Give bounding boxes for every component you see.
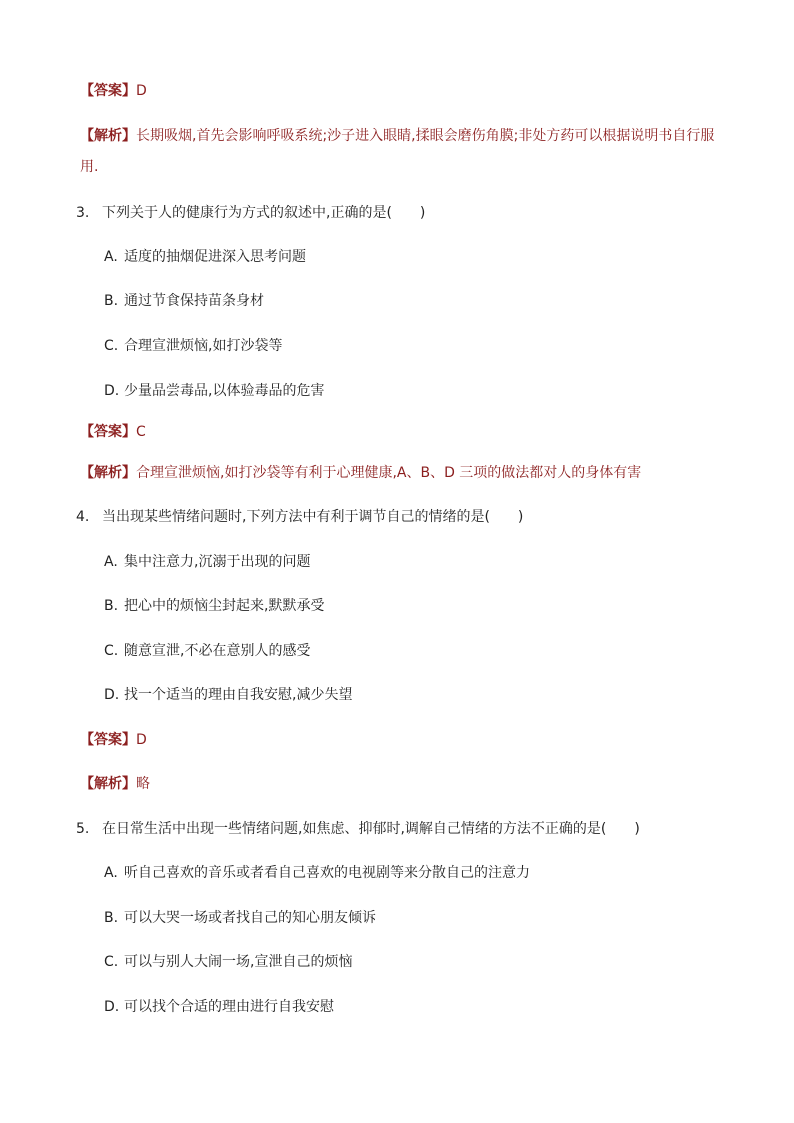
option-c	[104, 953, 352, 971]
question-3	[76, 204, 425, 222]
option-letter: B.	[104, 910, 119, 926]
option-text: 可以与别人大闹一场,宣泄自己的烦恼	[124, 954, 353, 970]
option-letter: C.	[104, 954, 119, 970]
analysis-line	[80, 127, 714, 145]
analysis-tag: 【解析】	[80, 776, 136, 792]
answer-line	[80, 731, 147, 749]
answer-tag: 【答案】	[80, 732, 136, 748]
question-5	[76, 820, 640, 838]
analysis-text: 略	[136, 776, 150, 792]
option-text: 适度的抽烟促进深入思考问题	[124, 249, 306, 265]
option-letter: D.	[104, 687, 120, 703]
option-c	[104, 337, 282, 355]
option-text: 少量品尝毒品,以体验毒品的危害	[124, 383, 325, 399]
option-letter: A.	[104, 865, 118, 881]
option-text: 听自己喜欢的音乐或者看自己喜欢的电视剧等来分散自己的注意力	[124, 865, 530, 881]
option-d	[104, 998, 334, 1016]
option-letter: A.	[104, 249, 118, 265]
analysis-tag: 【解析】	[80, 465, 136, 481]
option-text: 随意宣泄,不必在意别人的感受	[124, 643, 311, 659]
option-text: 可以大哭一场或者找自己的知心朋友倾诉	[124, 910, 376, 926]
option-letter: D.	[104, 383, 120, 399]
analysis-line	[80, 464, 641, 482]
option-letter: D.	[104, 999, 120, 1015]
analysis-tag: 【解析】	[80, 128, 136, 144]
answer-value: D	[136, 732, 147, 748]
option-text: 合理宣泄烦恼,如打沙袋等	[124, 338, 283, 354]
analysis-text: 长期吸烟,首先会影响呼吸系统;沙子进入眼睛,揉眼会磨伤角膜;非处方药可以根据说明书自行服	[136, 128, 715, 144]
option-letter: C.	[104, 643, 119, 659]
analysis-line	[80, 775, 150, 793]
option-letter: C.	[104, 338, 119, 354]
answer-tag: 【答案】	[80, 83, 136, 99]
option-a	[104, 248, 306, 266]
question-number: 3.	[76, 205, 90, 221]
option-letter: A.	[104, 554, 118, 570]
option-letter: B.	[104, 598, 119, 614]
question-text: 当出现某些情绪问题时,下列方法中有利于调节自己的情绪的是( )	[102, 509, 524, 525]
answer-value: D	[136, 83, 147, 99]
option-d	[104, 686, 352, 704]
analysis-text: 合理宣泄烦恼,如打沙袋等有利于心理健康,A、B、D 三项的做法都对人的身体有害	[136, 465, 642, 481]
option-a	[104, 864, 530, 882]
option-text: 可以找个合适的理由进行自我安慰	[124, 999, 334, 1015]
question-number: 4.	[76, 509, 90, 525]
option-d	[104, 382, 324, 400]
option-a	[104, 553, 310, 571]
question-number: 5.	[76, 821, 90, 837]
option-text: 找一个适当的理由自我安慰,减少失望	[124, 687, 353, 703]
option-c	[104, 642, 310, 660]
option-b	[104, 597, 324, 615]
option-text: 把心中的烦恼尘封起来,默默承受	[124, 598, 325, 614]
option-text: 集中注意力,沉溺于出现的问题	[124, 554, 311, 570]
question-4	[76, 508, 523, 526]
answer-line	[80, 82, 147, 100]
question-text: 在日常生活中出现一些情绪问题,如焦虑、抑郁时,调解自己情绪的方法不正确的是( )	[102, 821, 640, 837]
option-b	[104, 292, 264, 310]
option-text: 通过节食保持苗条身材	[124, 293, 264, 309]
answer-tag: 【答案】	[80, 424, 136, 440]
question-text: 下列关于人的健康行为方式的叙述中,正确的是( )	[102, 205, 426, 221]
answer-value: C	[136, 424, 146, 440]
analysis-line-continued	[80, 158, 98, 176]
analysis-text: 用.	[80, 159, 99, 175]
answer-line	[80, 423, 146, 441]
option-letter: B.	[104, 293, 119, 309]
option-b	[104, 909, 376, 927]
